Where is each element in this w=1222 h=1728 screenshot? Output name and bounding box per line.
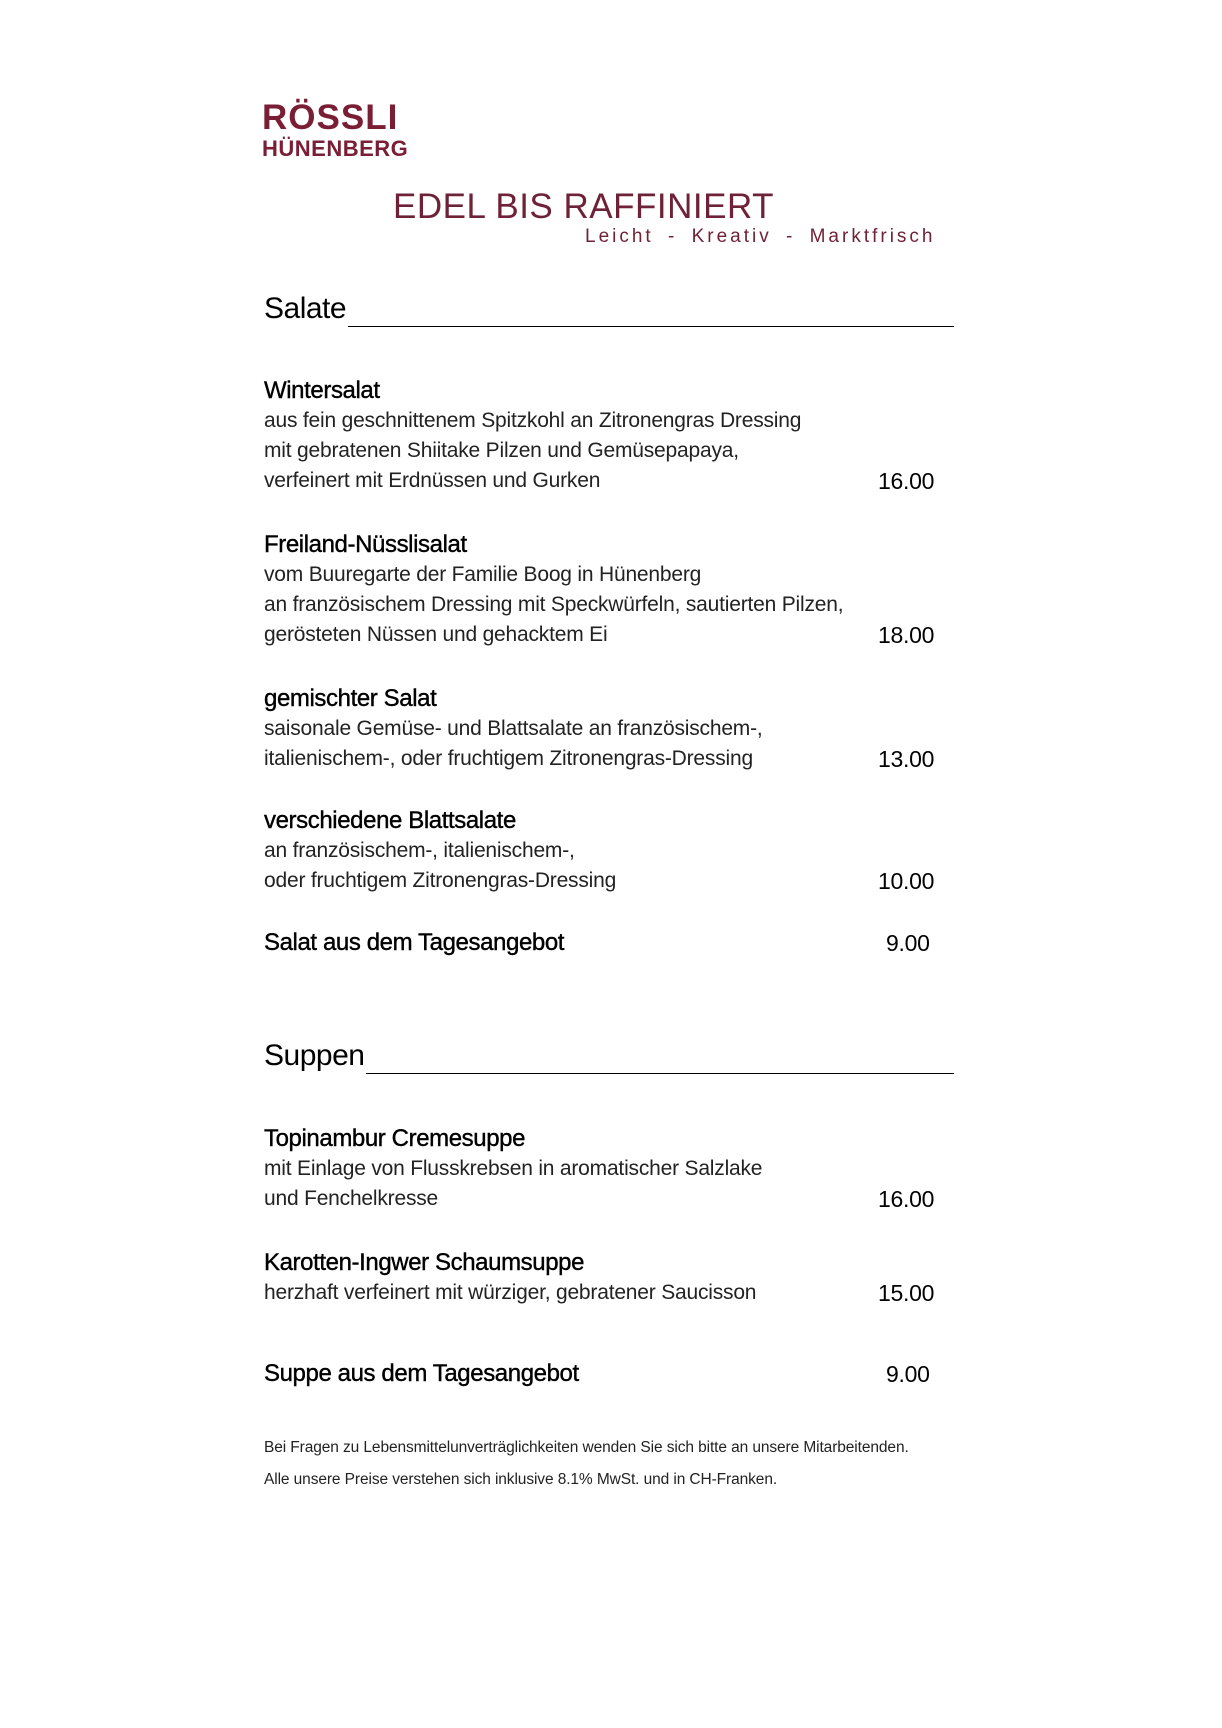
menu-item [264, 1124, 944, 1214]
item-price: 10.00 [878, 868, 935, 894]
item-price: 9.00 [886, 930, 930, 956]
logo-location: HÜNENBERG [262, 136, 409, 161]
section-title: Salate [264, 292, 347, 325]
vat-note: Alle unsere Preise verstehen sich inklusive 8.1% MwSt. und in CH-Franken. [264, 1471, 778, 1488]
slogan: EDEL BIS RAFFINIERT [393, 187, 774, 226]
item-name: Karotten-Ingwer Schaumsuppe [264, 1249, 585, 1276]
section-header-suppen [264, 1041, 954, 1071]
menu-item [264, 376, 944, 496]
item-price: 13.00 [878, 746, 935, 772]
logo-name: RÖSSLI [262, 98, 399, 137]
item-description: vom Buuregarte der Familie Boog in Hünenberg [264, 563, 702, 586]
tagline: Leicht - Kreativ - Marktfrisch [585, 226, 936, 247]
menu-item [264, 928, 944, 958]
item-description: verfeinert mit Erdnüssen und Gurken [264, 469, 601, 492]
item-name: Salat aus dem Tagesangebot [264, 929, 565, 956]
item-description: aus fein geschnittenem Spitzkohl an Zitronengras Dressing [264, 409, 802, 432]
menu-item [264, 806, 944, 896]
item-description: an französischem-, italienischem-, [264, 839, 575, 862]
restaurant-logo [262, 100, 408, 160]
item-name: gemischter Salat [264, 685, 437, 712]
item-name: Freiland-Nüsslisalat [264, 531, 467, 558]
item-description: herzhaft verfeinert mit würziger, gebratener Saucisson [264, 1281, 757, 1304]
item-description: und Fenchelkresse [264, 1187, 439, 1210]
item-name: Wintersalat [264, 377, 380, 404]
item-name: Topinambur Cremesuppe [264, 1125, 526, 1152]
section-header-salate [264, 294, 954, 324]
item-price: 16.00 [878, 468, 935, 494]
item-name: verschiedene Blattsalate [264, 807, 516, 834]
menu-item [264, 1359, 944, 1389]
item-name: Suppe aus dem Tagesangebot [264, 1360, 579, 1387]
item-price: 18.00 [878, 622, 935, 648]
item-description: gerösteten Nüssen und gehacktem Ei [264, 623, 608, 646]
section-divider [348, 326, 954, 327]
item-price: 15.00 [878, 1280, 935, 1306]
menu-item [264, 684, 944, 774]
item-description: mit gebratenen Shiitake Pilzen und Gemüsepapaya, [264, 439, 739, 462]
menu-item [264, 530, 944, 650]
section-title: Suppen [264, 1039, 365, 1072]
item-description: italienischem-, oder fruchtigem Zitronengras-Dressing [264, 747, 753, 770]
item-description: oder fruchtigem Zitronengras-Dressing [264, 869, 617, 892]
item-description: an französischem Dressing mit Speckwürfeln, sautierten Pilzen, [264, 593, 844, 616]
allergy-note: Bei Fragen zu Lebensmittelunverträglichkeiten wenden Sie sich bitte an unsere Mitarbeitenden. [264, 1439, 909, 1456]
menu-item [264, 1248, 944, 1308]
item-price: 9.00 [886, 1361, 930, 1387]
section-divider [366, 1073, 954, 1074]
item-price: 16.00 [878, 1186, 935, 1212]
item-description: mit Einlage von Flusskrebsen in aromatischer Salzlake [264, 1157, 763, 1180]
item-description: saisonale Gemüse- und Blattsalate an französischem-, [264, 717, 763, 740]
